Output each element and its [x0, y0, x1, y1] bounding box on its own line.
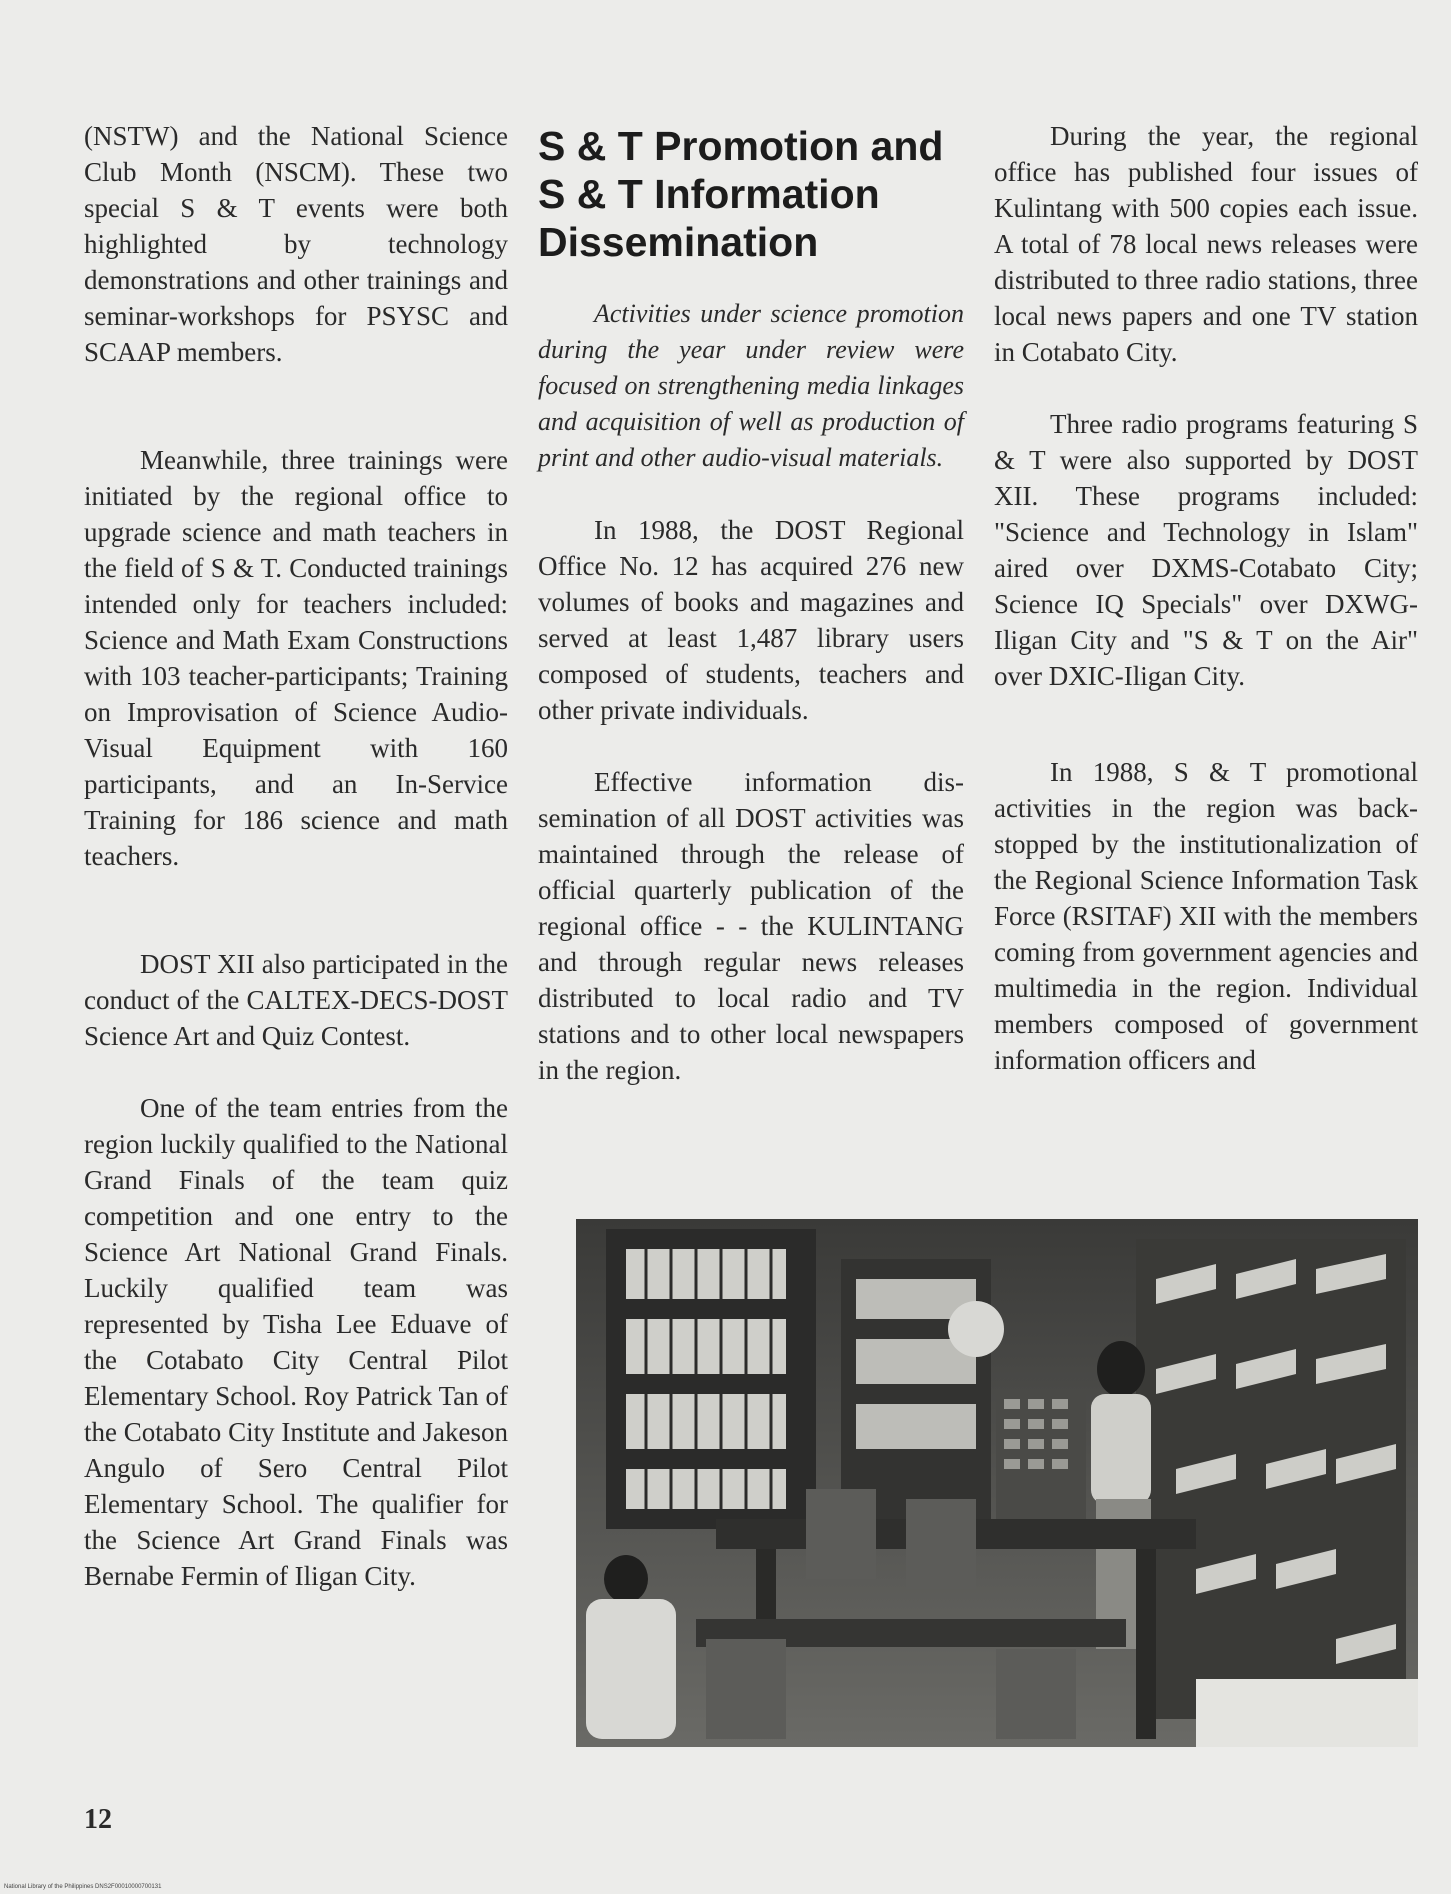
section-intro: Activities under science promotion during the year under review were focused on strengthening media linkages and acquisition of well as production of print and other audio-visual materials. [538, 299, 964, 472]
paragraph-team-entries: One of the team entries from the region luckily qualified to the National Grand Finals of the team quiz competition and one entry to the Science Art National Grand Finals. Luckily qualified team was represented by Tisha Lee Eduave of the Cotabato City Central Pilot Elementary School. Roy Patrick Tan of the Cotabato City Institute and Jakeson Angulo of Sero Central Pilot Elementary School. The qualifier for the Science Art Grand Finals was Bernabe Fermin of Iligan City. [84, 1093, 508, 1591]
paragraph-kulintang: During the year, the regional office has published four issues of Kulintang with 500 copies each issue. A total of 78 local news releases were distributed to three radio stations, three local news papers and one TV station in Cotabato City. [994, 121, 1418, 367]
library-reading-room-photo-icon [576, 1219, 1418, 1747]
paragraph-library: In 1988, the DOST Regional Office No. 12 has acquired 276 new volumes of books and magazines and served at least 1,487 library users composed of students, teachers and other private individuals. [538, 515, 964, 725]
section-heading: S & T Promotion and S & T Information Dissemination [538, 123, 944, 265]
paragraph-rsitaf: In 1988, S & T promotional activities in the region was backstopped by the institutionalization of the Regional Science Information Task Force (RSITAF) XII with the members coming from government agencies and multimedia in the region. Individual members composed of government information officers and [994, 757, 1418, 1075]
paragraph-caltex-contest: DOST XII also participated in the conduct of the CALTEX-DECS-DOST Science Art and Quiz Contest. [84, 949, 508, 1051]
scan-credit: National Library of the Philippines DNS2F00010000700131 [4, 1884, 162, 1890]
paragraph-trainings: Meanwhile, three trainings were initiated by the regional office to upgrade science and math teachers in the field of S & T. Conducted trainings intended only for teachers included: Science and Math Exam Constructions with 103 teacher-participants; Training on Improvisation of Science Audio-Visual Equipment with 160 participants, and an In-Service Training for 186 science and math teachers. [84, 445, 508, 871]
page-number: 12 [84, 1804, 112, 1835]
column-left [84, 118, 508, 1594]
paragraph-dissemination: Effective information dissemination of all DOST activities was maintained through the release of official quarterly publication of the regional office - - the KULINTANG and through regular news releases distributed to local radio and TV stations and to other local newspapers in the region. [538, 767, 964, 1085]
column-middle [538, 118, 964, 1088]
column-right [994, 118, 1418, 1078]
paragraph-nstw: (NSTW) and the National Science Club Month (NSCM). These two special S & T events were both highlighted by technology demonstrations and other trainings and seminar-workshops for PSYSC and SCAAP members. [84, 121, 508, 367]
paragraph-radio-programs: Three radio programs featuring S & T were also supported by DOST XII. These programs included: "Science and Technology in Islam" aired over DXMS-Cotabato City; Science IQ Specials" over DXWG- Iligan City and "S & T on the Air" over DXIC-Iligan City. [994, 409, 1418, 691]
library-photo [576, 1219, 1418, 1747]
